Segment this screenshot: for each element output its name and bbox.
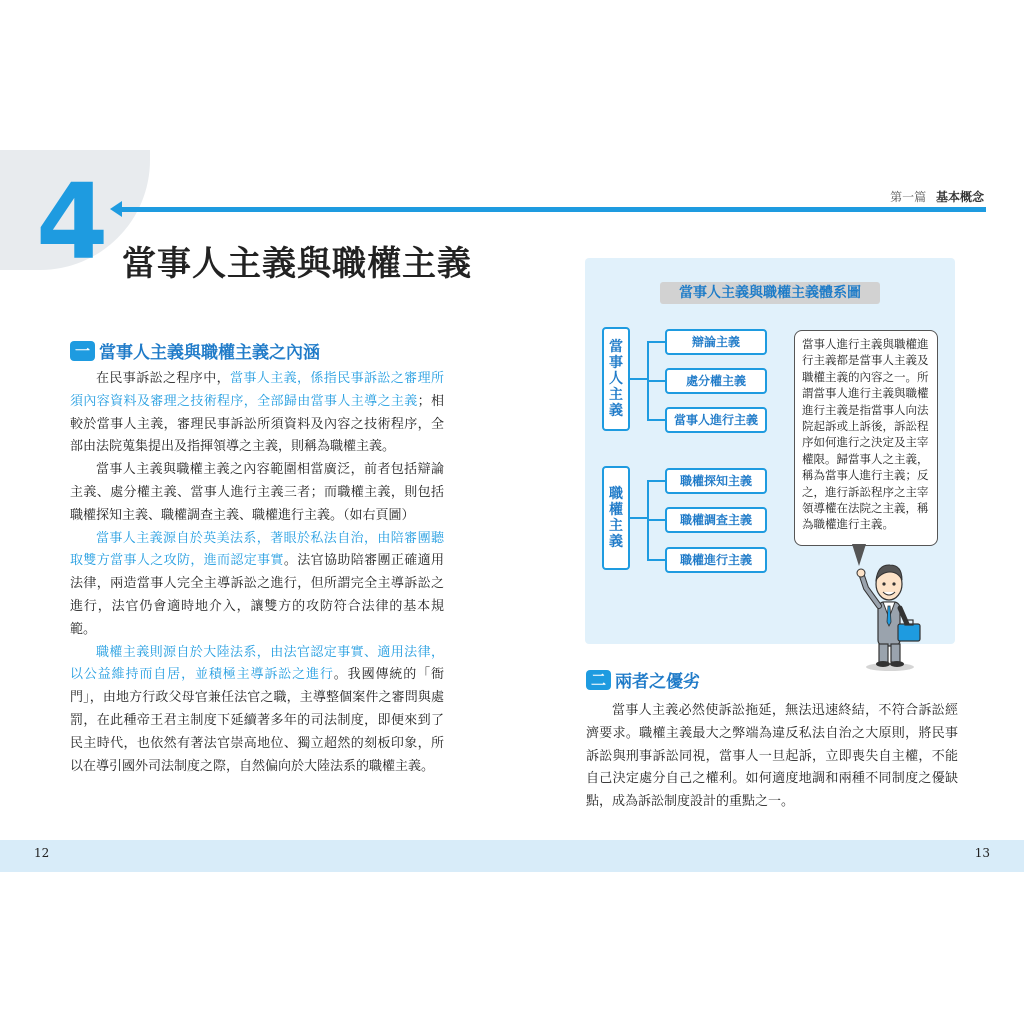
- footer-band: [0, 840, 1024, 872]
- speech-bubble: 當事人進行主義與職權進行主義都是當事人主義及職權主義的內容之一。所謂當事人進行主義與職權進行主義是指當事人向法院起訴或上訴後，訴訟程序如何進行之決定及主宰權限。歸當事人之主義，稱為當事人進行主義；反之，進行訴訟程序之主宰領導權在法院之主義，稱為職權進行主義。: [794, 330, 938, 546]
- connector-line: [647, 480, 665, 482]
- highlighted-text: 當事人主義源自於英美法系，著眼於私法自治，由陪審團聽取雙方當事人之攻防，進而認定事實: [70, 530, 444, 569]
- item-box: 職權進行主義: [665, 547, 767, 573]
- section-heading-2: [586, 667, 700, 692]
- chapter-number: 4: [36, 161, 109, 283]
- text-run: 。我國傳統的「衙門」，由地方行政父母官兼任法官之職，主導整個案件之審問與處罰，在此種帝王君主制度下延續著多年的司法制度，即便來到了民主時代，也依然有著法官崇高地位、獨立超然的刻板印象，所以在導引國外司法制度之際，自然偏向於大陸法系的職權主義。: [70, 667, 444, 774]
- vertical-label-char: 職: [609, 486, 623, 502]
- text-run: 。法官協助陪審團正確適用法律，兩造當事人完全主導訴訟之進行，但所謂完全主導訴訟之進行，法官仍會適時地介入，讓雙方的攻防符合法律的基本規範。: [70, 553, 444, 637]
- paragraph: [70, 528, 444, 642]
- running-head: [890, 188, 984, 205]
- vertical-label-char: 事: [609, 355, 623, 371]
- chapter-title: 當事人主義與職權主義: [122, 244, 472, 284]
- group-label-party-principle: [602, 327, 630, 431]
- connector-line: [647, 559, 665, 561]
- businessman-illustration: [852, 556, 922, 672]
- paragraph: [70, 642, 444, 779]
- section-title: 兩者之優劣: [615, 672, 701, 692]
- highlighted-text: 職權主義則源自於大陸法系，由法官認定事實、適用法律，以公益維持而自居，並積極主導訴訟之進行: [70, 644, 444, 683]
- vertical-label-char: 主: [609, 518, 623, 534]
- section-heading-1: [70, 338, 320, 363]
- item-box: 職權探知主義: [665, 468, 767, 494]
- page-number-right: 13: [974, 846, 990, 860]
- vertical-label-char: 人: [609, 371, 623, 387]
- vertical-label-char: 義: [609, 403, 623, 419]
- paragraph: [70, 459, 444, 527]
- right-body-text: [586, 700, 958, 814]
- vertical-label-char: 當: [609, 339, 623, 355]
- section-number-badge: 二: [586, 670, 611, 690]
- item-box: 職權調查主義: [665, 507, 767, 533]
- diagram-title: 當事人主義與職權主義體系圖: [660, 282, 880, 304]
- text-run: ；相較於當事人主義，審理民事訴訟所須資料及內容之技術程序，全部由法院蒐集提出及指揮領導之主義，則稱為職權主義。: [70, 393, 444, 455]
- left-body-text: [70, 368, 444, 778]
- page-number-left: 12: [34, 846, 50, 860]
- connector-line: [647, 341, 665, 343]
- item-box: 辯論主義: [665, 329, 767, 355]
- vertical-label-char: 義: [609, 534, 623, 550]
- running-head-part: 第一篇: [890, 190, 927, 204]
- connector-line: [630, 517, 648, 519]
- connector-line: [647, 519, 665, 521]
- paragraph: [70, 368, 444, 459]
- highlighted-text: 當事人主義，係指民事訴訟之審理所須內容資料及審理之技術程序，全部歸由當事人主導之主義: [70, 371, 444, 409]
- section-title: 當事人主義與職權主義之內涵: [99, 343, 321, 363]
- connector-line: [630, 378, 648, 380]
- connector-line: [647, 380, 665, 382]
- vertical-label-char: 主: [609, 387, 623, 403]
- vertical-label-char: 權: [609, 502, 623, 518]
- section-number-badge: 一: [70, 341, 95, 361]
- text-run: 在民事訴訟之程序中，: [96, 371, 230, 386]
- text-run: 當事人主義與職權主義之內容範圍相當廣泛，前者包括辯論主義、處分權主義、當事人進行主義三者；而職權主義，則包括職權探知主義、職權調查主義、職權進行主義。（如右頁圖）: [70, 462, 444, 523]
- connector-line: [647, 419, 665, 421]
- paragraph: 當事人主義必然使訴訟拖延，無法迅速終結，不符合訴訟經濟要求。職權主義最大之弊端為違反私法自治之大原則，將民事訴訟與刑事訴訟同視，當事人一旦起訴，立即喪失自主權，不能自己決定處分自己之權利。如何適度地調和兩種不同制度之優缺點，成為訴訟制度設計的重點之一。: [586, 703, 958, 810]
- chapter-rule: [120, 207, 986, 212]
- item-box: 當事人進行主義: [665, 407, 767, 433]
- group-label-authority-principle: [602, 466, 630, 570]
- running-head-topic: 基本概念: [935, 190, 984, 204]
- item-box: 處分權主義: [665, 368, 767, 394]
